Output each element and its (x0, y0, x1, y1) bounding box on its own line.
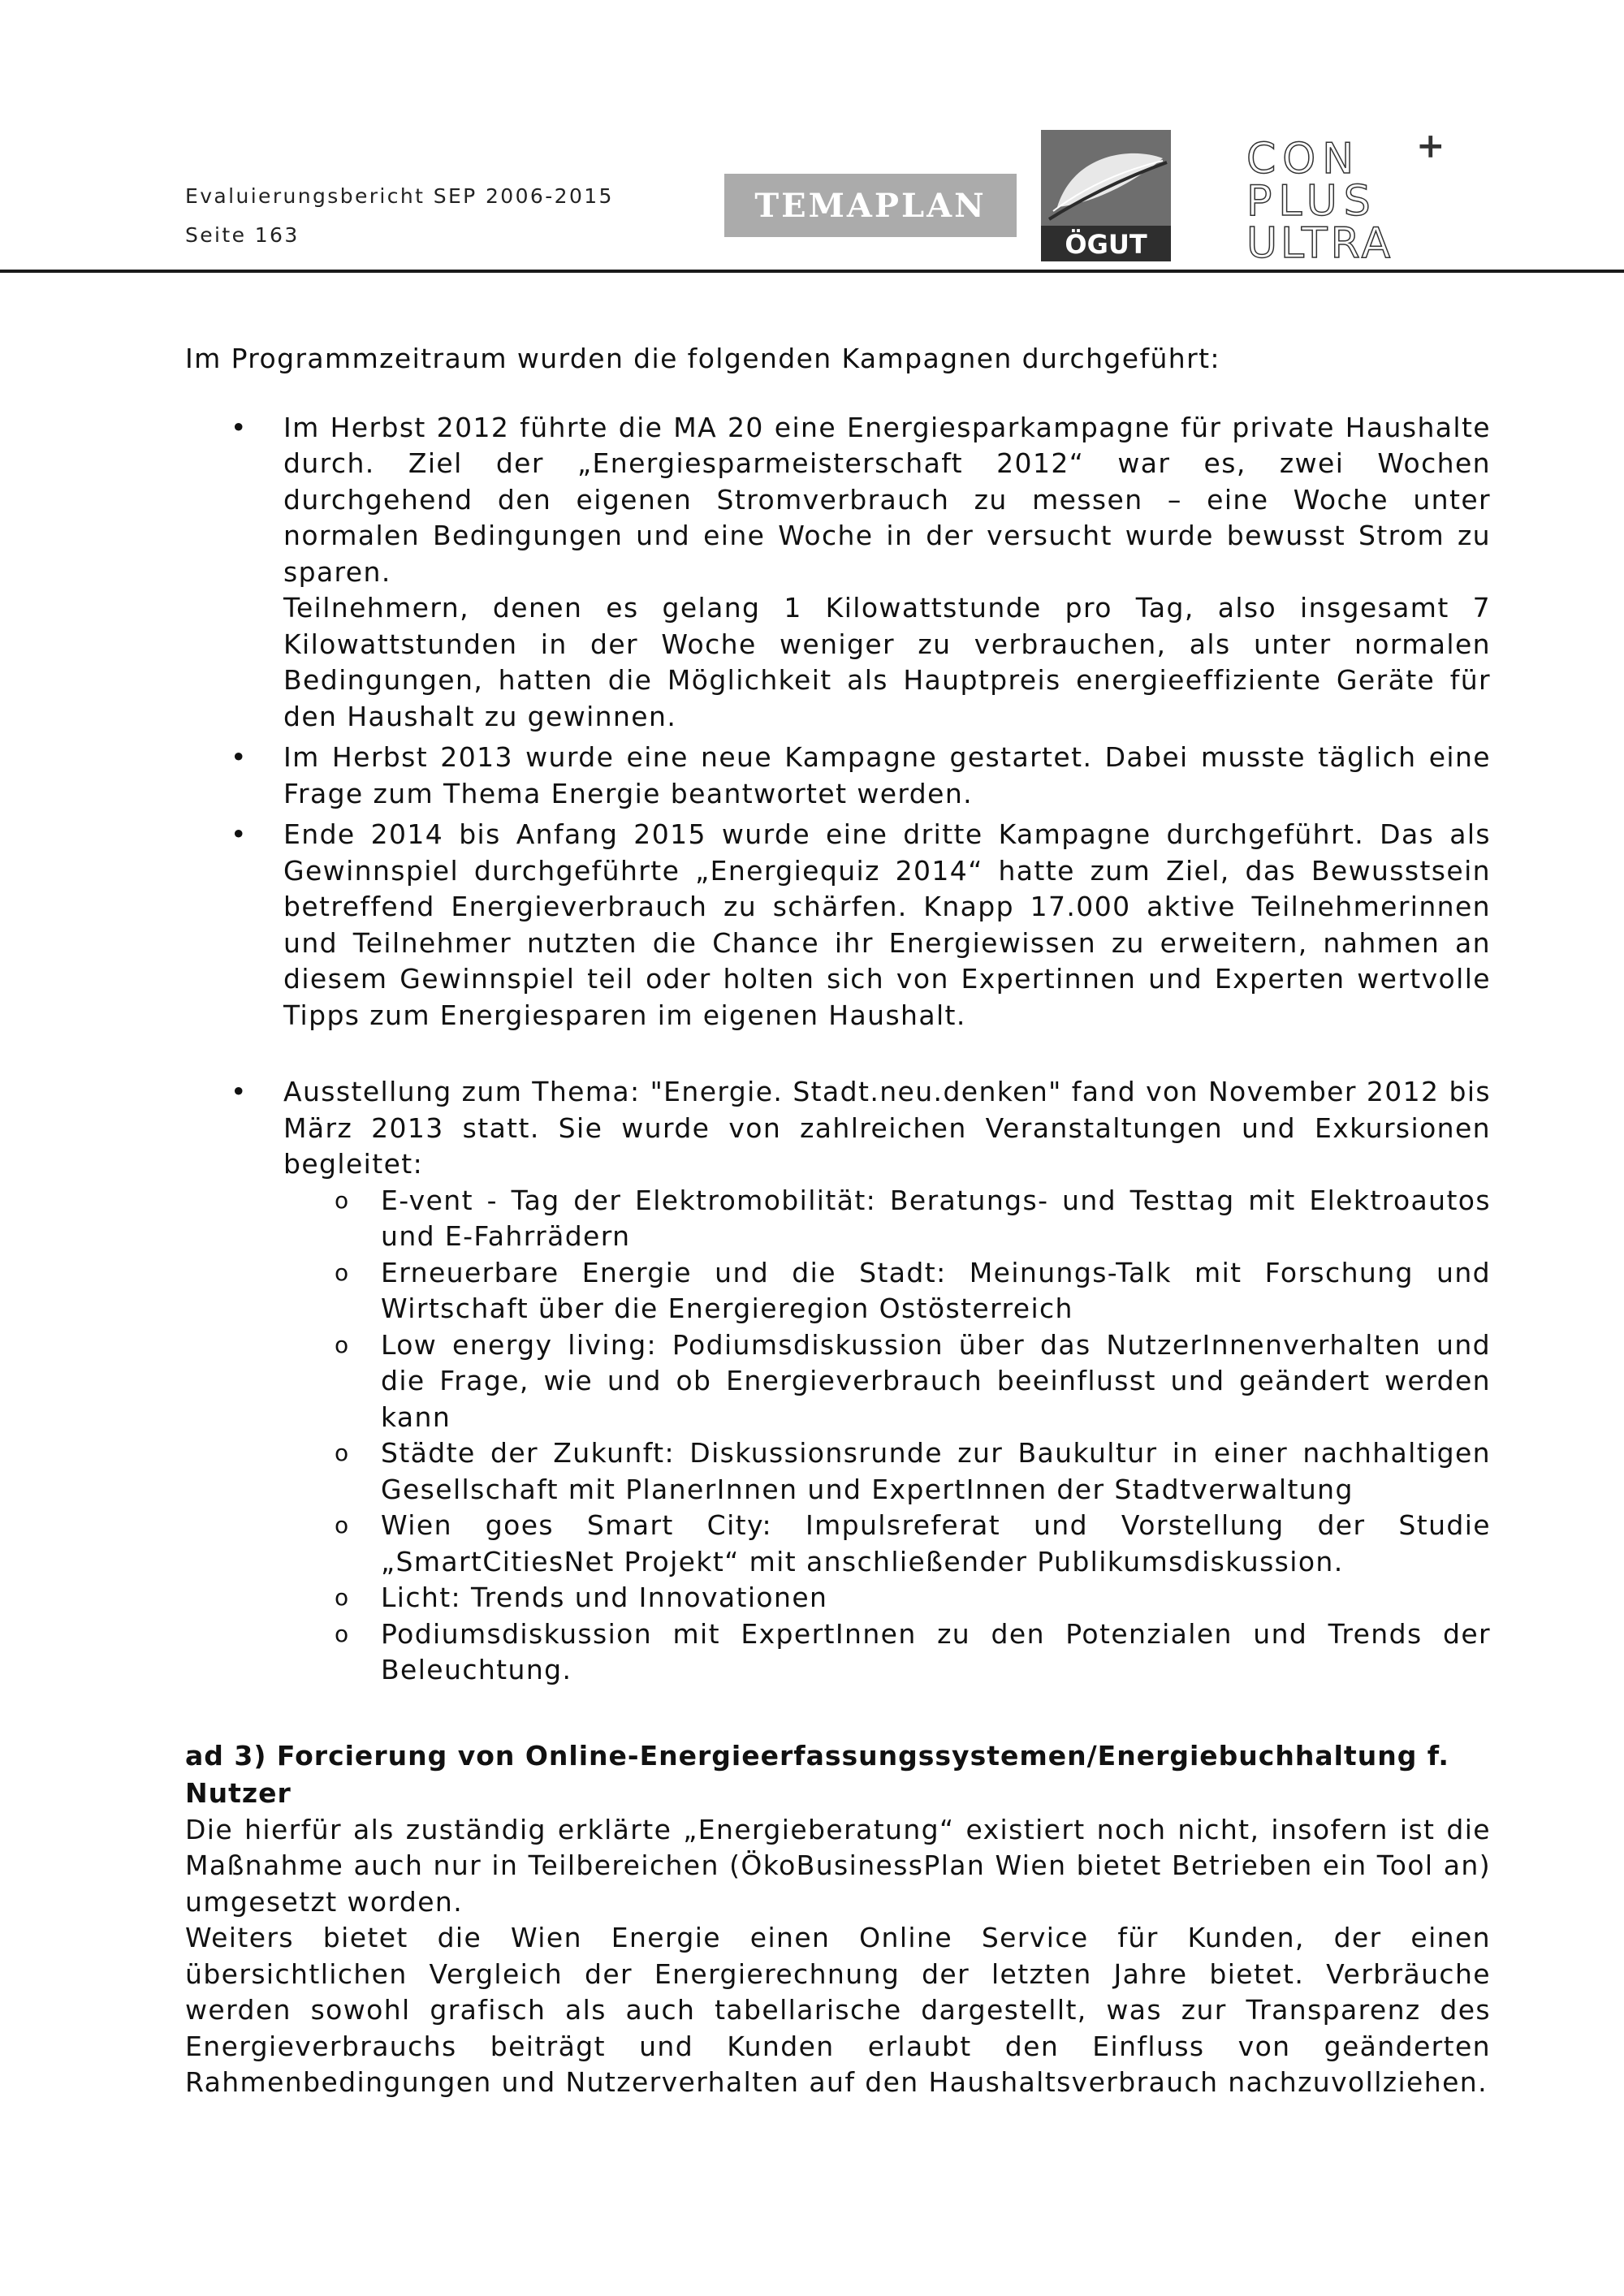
section-paragraph: Weiters bietet die Wien Energie einen Online Service für Kunden, der einen übersichtlichen Vergleich der Energierechnung der letzten Jahre bietet. Verbräuche werden sowohl grafisch als auch tabellarische dargestellt, was zur Transparenz des Energieverbrauchs beiträgt und Kunden erlaubt den Einfluss von geänderten Rahmenbedingungen und Nutzerverhalten auf den Haushaltsverbrauch nachzuvollziehen. (185, 1922, 1491, 2098)
page-header (0, 0, 1624, 276)
event-item (185, 1327, 1491, 1436)
sub-bullet-icon: o (335, 1258, 350, 1286)
sub-bullet-icon: o (335, 1186, 350, 1214)
sub-bullet-icon: o (335, 1439, 350, 1466)
campaign-text: Im Herbst 2013 wurde eine neue Kampagne gestartet. Dabei musste täglich eine Frage zum Thema Energie beantwortet werden. (283, 741, 1491, 809)
event-text: Erneuerbare Energie und die Stadt: Meinungs-Talk mit Forschung und Wirtschaft über die Energieregion Ostösterreich (381, 1256, 1491, 1324)
exhibition-text: Ausstellung zum Thema: "Energie. Stadt.neu.denken" fand von November 2012 bis März 2013 statt. Sie wurde von zahlreichen Veranstaltungen und Exkursionen begleitet: (283, 1076, 1491, 1180)
event-text: E-vent - Tag der Elektromobilität: Beratungs- und Testtag mit Elektroautos und E-Fahrrädern (381, 1184, 1491, 1252)
event-item (185, 1616, 1491, 1689)
list-item (185, 1074, 1491, 1689)
ogut-logo-text: ÖGUT (1065, 229, 1147, 260)
report-title: Evaluierungsbericht SEP 2006-2015 (185, 184, 614, 208)
ogut-logo (1041, 130, 1171, 261)
campaign-text: Ende 2014 bis Anfang 2015 wurde eine dritte Kampagne durchgeführt. Das als Gewinnspiel durchgeführte „Energiequiz 2014“ hatte zum Ziel, das Bewusstsein betreffend Energieverbrauch zu schärfen. Knapp 17.000 aktive Teilnehmerinnen und Teilnehmer nutzten die Chance ihr Energiewissen zu erweitern, nahmen an diesem Gewinnspiel teil oder holten sich von Expertinnen und Experten wertvolle Tipps zum Energiesparen im eigenen Haushalt. (283, 818, 1491, 1031)
list-item (185, 410, 1491, 736)
bullet-icon: • (231, 741, 248, 773)
sub-bullet-icon: o (335, 1512, 350, 1539)
campaign-list (185, 410, 1491, 1689)
section-ad3 (185, 1737, 1491, 2101)
campaign-text-continued: Teilnehmern, denen es gelang 1 Kilowattstunde pro Tag, also insgesamt 7 Kilowattstunden in der Woche weniger zu verbrauchen, als unter normalen Bedingungen, hatten die Möglichkeit als Hauptpreis energieeffiziente Geräte für den Haushalt zu gewinnen. (283, 592, 1491, 732)
campaign-text: Im Herbst 2012 führte die MA 20 eine Energiesparkampagne für private Haushalte durch. Ziel der „Energiesparmeisterschaft 2012“ war es, zwei Wochen durchgehend den eigenen Stromverbrauch zu messen – eine Woche unter normalen Bedingungen und eine Woche in der versucht wurde bewusst Strom zu sparen. (283, 411, 1491, 588)
bullet-icon: • (231, 1076, 248, 1107)
header-text (185, 177, 614, 255)
section-paragraph: Die hierfür als zuständig erklärte „Energieberatung“ existiert noch nicht, insofern ist die Maßnahme auch nur in Teilbereichen (ÖkoBusinessPlan Wien bietet Betrieben ein Tool an) umgesetzt worden. (185, 1813, 1491, 1918)
intro-text: Im Programmzeitraum wurden die folgenden Kampagnen durchgeführt: (185, 343, 1220, 374)
event-text: Podiumsdiskussion mit ExpertInnen zu den Potenzialen und Trends der Beleuchtung. (381, 1617, 1491, 1685)
con-plus-ultra-logo (1246, 134, 1453, 264)
logo-con: CON (1246, 135, 1361, 183)
event-item (185, 1183, 1491, 1255)
section-heading: ad 3) Forcierung von Online-Energieerfassungssystemen/Energiebuchhaltung f. Nutzer (185, 1739, 1449, 1809)
event-text: Wien goes Smart City: Impulsreferat und Vorstellung der Studie „SmartCitiesNet Projekt“ mit anschließender Publikumsdiskussion. (381, 1509, 1491, 1577)
page-number: Seite 163 (185, 223, 300, 247)
header-divider (0, 270, 1624, 273)
sub-bullet-icon: o (335, 1584, 350, 1611)
temaplan-logo: TEMAPLAN (724, 174, 1017, 237)
event-text: Städte der Zukunft: Diskussionsrunde zur Baukultur in einer nachhaltigen Gesellschaft mit PlanerInnen und ExpertInnen der Stadtverwaltung (381, 1437, 1491, 1505)
list-item (185, 817, 1491, 1034)
sub-bullet-icon: o (335, 1331, 350, 1358)
document-body (185, 341, 1491, 2101)
event-text: Licht: Trends und Innovationen (381, 1582, 828, 1613)
sub-bullet-icon: o (335, 1620, 350, 1647)
event-item (185, 1435, 1491, 1508)
event-item (185, 1580, 1491, 1616)
logo-plus-sign: + (1417, 134, 1445, 165)
logo-plus: PLUS (1246, 177, 1377, 226)
list-item (185, 740, 1491, 812)
event-list (283, 1183, 1491, 1689)
event-item (185, 1255, 1491, 1327)
bullet-icon: • (231, 411, 248, 443)
event-text: Low energy living: Podiumsdiskussion über das NutzerInnenverhalten und die Frage, wie und ob Energieverbrauch beeinflusst und geändert werden kann (381, 1328, 1491, 1433)
event-item (185, 1508, 1491, 1580)
logo-ultra: ULTRA (1246, 219, 1394, 264)
bullet-icon: • (231, 818, 248, 850)
